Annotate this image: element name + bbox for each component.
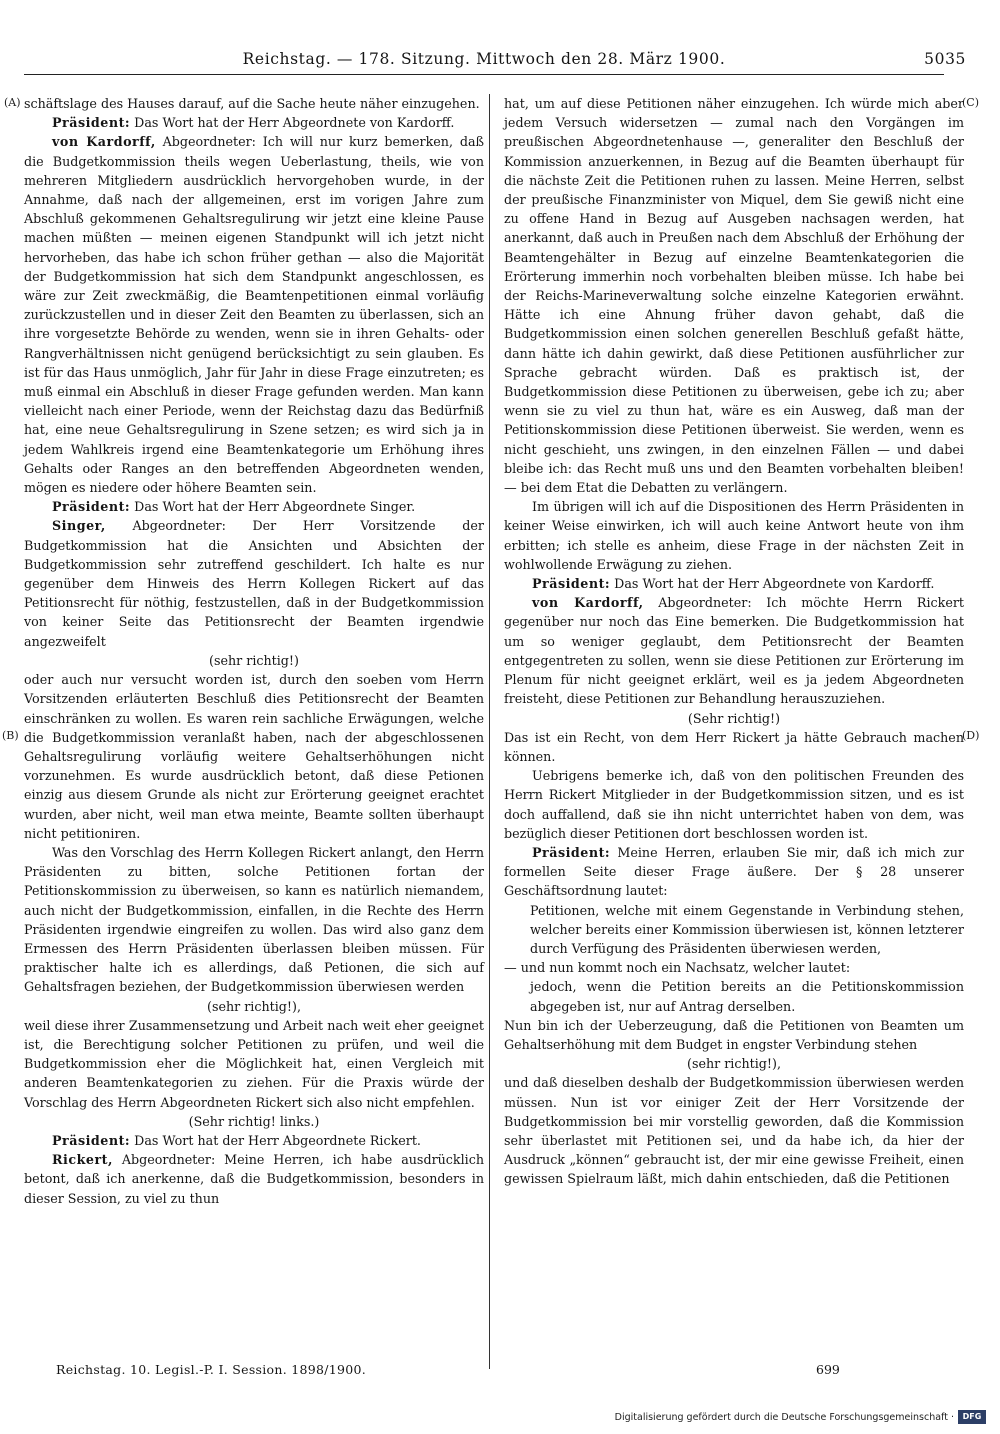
speaker-name: Präsident:: [52, 1132, 131, 1148]
speaker-name: Präsident:: [532, 844, 611, 860]
speaker-name: von Kardorff,: [52, 134, 156, 150]
interjection: (sehr richtig!): [209, 652, 299, 668]
footer-sheet-number: 699: [816, 1362, 840, 1377]
speech-paragraph: [24, 132, 484, 497]
speaker-name: Präsident:: [532, 576, 611, 592]
left-column: [24, 94, 484, 1208]
speaker-name: Rickert,: [52, 1152, 113, 1168]
paragraph: und daß dieselben deshalb der Budgetkommission überwiesen werden müssen. Nun ist vor einiger Zeit der Herr Vorsitzende der Budgetkommission bei mir vorstellig geworden, daß die Kommission sehr überlastet mit Petitionen sei, und da habe ich, da hier der Ausdruck „können“ gebraucht ist, der mir eine gewisse Freiheit, einen gewissen Spielraum läßt, mich dahin entschieden, daß die Petitionen: [504, 1075, 964, 1187]
right-column: [504, 94, 964, 1189]
speech-text: Meine Herren, erlauben Sie mir, daß ich mich zur formellen Seite dieser Frage äußere. Der § 28 unserer Geschäftsordnung lautet:: [504, 844, 964, 899]
speaker-name: Präsident:: [52, 499, 131, 515]
paragraph: schäftslage des Hauses darauf, auf die Sache heute näher einzugehen.: [24, 96, 480, 111]
paragraph: Nun bin ich der Ueberzeugung, daß die Petitionen von Beamten um Gehaltserhöhung mit dem Budget in engster Verbindung stehen: [504, 1017, 964, 1052]
speech-paragraph: [24, 1131, 484, 1150]
paragraph: weil diese ihrer Zusammensetzung und Arbeit nach weit eher geeignet ist, die Berechtigung solcher Petitionen zu prüfen, und weil die Budgetkommission eher die Möglichkeit hat, einen Vergleich mit anderen Beamtenkategorien zu ziehen. Für die Praxis würde der Vorschlag des Herrn Abgeordneten Rickert sich also nicht empfehlen.: [24, 1017, 484, 1110]
paragraph: oder auch nur versucht worden ist, durch den soeben vom Herrn Vorsitzenden erläuterten Beschluß dies Petitionsrecht der Beamten einschränken zu wollen. Es waren rein sachliche Erwägungen, welche die Budgetkommission veranlaßt haben, nach der abgeschlossenen Gehaltsregulirung vorläufig weitere Gehaltserhöhungen nicht vorzunehmen. Es wurde ausdrücklich betont, daß diese Petionen einzig aus diesem Grunde als nicht zur Erörterung geeignet erachtet wurden, aber nicht, weil man etwa meinte, Beamte sollten überhaupt nicht petitioniren.: [24, 672, 484, 841]
paragraph: Im übrigen will ich auf die Dispositionen des Herrn Präsidenten in keiner Weise einwirken, ich will auch keine Antwort heute von ihm erbitten; ich stelle es anheim, diese Frage in der nächsten Zeit in wohlwollende Erwägung zu ziehen.: [504, 499, 964, 572]
page-number: 5035: [924, 50, 966, 68]
speech-text: Abgeordneter: Meine Herren, ich habe ausdrücklich betont, daß ich anerkenne, daß die Budgetkommission, besonders in dieser Session, zu viel zu thun: [24, 1152, 484, 1206]
speech-paragraph: [504, 593, 964, 708]
speaker-name: von Kardorff,: [532, 595, 644, 611]
speech-text: Das Wort hat der Herr Abgeordnete Rickert.: [134, 1132, 421, 1148]
interjection: (Sehr richtig! links.): [188, 1113, 320, 1129]
running-head: Reichstag. — 178. Sitzung. Mittwoch den 28. März 1900.: [242, 50, 726, 68]
interjection: (sehr richtig!),: [687, 1056, 781, 1072]
speech-paragraph: [24, 497, 484, 516]
paragraph: Was den Vorschlag des Herrn Kollegen Rickert anlangt, den Herrn Präsidenten zu bitten, solche Petitionen fortan der Petitionskommission zu überweisen, so kann es natürlich niemandem, auch nicht der Budgetkommission, einfallen, in die Rechte des Herrn Präsidenten irgendwie eingreifen zu wollen. Das wird also ganz dem Ermessen des Herrn Präsidenten überlassen bleiben müssen. Für praktischer halte ich es allerdings, daß Petionen, die sich auf Gehaltsfragen beziehen, der Budgetkommission überwiesen werden: [24, 844, 484, 995]
speech-text: Abgeordneter: Der Herr Vorsitzende der Budgetkommission hat die Ansichten und Absichten der Budgetkommission sehr zutreffend geschildert. Ich halte es nur gegenüber dem Hinweis des Herrn Kollegen Rickert auf das Petitionsrecht für nöthig, festzustellen, daß in der Budgetkommission von keiner Seite das Petitionsrecht der Beamten irgendwie angezweifelt: [24, 518, 484, 649]
quoted-rule: Petitionen, welche mit einem Gegenstande in Verbindung stehen, welcher bereits einer Kommission überwiesen ist, können letzterer durch Verfügung des Präsidenten überwiesen werden,: [530, 902, 964, 956]
paragraph: — und nun kommt noch ein Nachsatz, welcher lautet:: [504, 960, 851, 976]
paragraph: hat, um auf diese Petitionen näher einzugehen. Ich würde mich aber jedem Versuch widersetzen — zumal nach den Vorgängen im preußischen Abgeordnetenhause —, generaliter den Beschluß der Kommission anzuerkennen, in Bezug auf die Beamten überhaupt für die nächste Zeit die Petitionen ruhen zu lassen. Meine Herren, selbst der preußische Finanzminister von Miquel, dem Sie gewiß nicht eine zu offene Hand in Bezug auf Ausgeben nachsagen werden, hat anerkannt, daß auch in Preußen nach dem Abschluß der Erhöhung der Beamtengehälter in Bezug auf einzelne Beamtenkategorien die Erörterung immerhin noch vorbehalten bleiben müsse. Ich habe bei der Reichs-Marineverwaltung solche einzelne Kategorien erwähnt. Hätte ich eine Ahnung früher davon gehabt, daß die Budgetkommission einen solchen generellen Beschluß gefaßt hätte, dann hätte ich dahin gewirkt, daß diese Petitionen ausführlicher zur Sprache gebracht würden. Daß es praktisch ist, der Budgetkommission diese Petitionen zu überweisen, gebe ich zu; aber wenn sie zu viel zu thun hat, wäre es ein Ausweg, daß man der Petitionskommission diese Petitionen überweist. Sie werden, wenn es nicht geschieht, uns zwingen, in den einzelnen Fällen — und dabei bleibe ich: das Recht muß uns und den Beamten vorbehalten bleiben! — bei dem Etat die Debatten zu verlängern.: [504, 96, 964, 496]
speech-text: Abgeordneter: Ich möchte Herrn Rickert gegenüber nur noch das Eine bemerken. Die Budgetkommission hat um so weniger geglaubt, dem Petitionsrecht der Beamten entgegentreten zu sollen, wenn sie diese Petitionen zur Erörterung im Plenum für nicht geeignet erklärt, weil es ja jedem Abgeordneten freisteht, diese Petitionen zur Behandlung herauszuziehen.: [504, 595, 964, 707]
speech-paragraph: [24, 1150, 484, 1208]
page-header: [24, 48, 966, 75]
margin-letter-b: (B): [2, 729, 19, 742]
interjection: (sehr richtig!),: [207, 998, 301, 1014]
speech-text: Das Wort hat der Herr Abgeordnete von Kardorff.: [134, 115, 455, 131]
speech-paragraph: [504, 843, 964, 901]
speech-text: Abgeordneter: Ich will nur kurz bemerken, daß die Budgetkommission theils wegen Ueberlastung, theils, wie von mehreren Mitgliedern ausdrücklich hervorgehoben wurde, in der Annahme, daß nach der allgemeinen, erst im vorigen Jahre zum Abschluß gekommenen Gehaltsregulirung wir jetzt eine kleine Pause machen müßten — meinen eigenen Standpunkt will ich jetzt nicht hervorheben, das habe ich schon früher gethan — also die Majorität der Budgetkommission hat sich dem Standpunkt angeschlossen, es wäre zur Zeit zweckmäßig, die Beamtenpetitionen einmal vorläufig zurückzustellen und in dieser Zeit den Beamten zu überlassen, sich an ihre vorgesetzte Behörde zu wenden, wenn sie in ihren Gehalts- oder Rangverhältnissen nicht genügend berücksichtigt zu sein glauben. Es ist für das Haus unmöglich, Jahr für Jahr in diese Frage einzutreten; es muß einmal ein Abschluß in dieser Frage gefunden werden. Man kann vielleicht nach einer Periode, wenn der Reichstag dazu das Bedürfniß hat, eine neue Gehaltsregulirung in Szene setzen; es wird sich ja in jedem Wahlkreis irgend eine Beamtenkategorie um Erhöhung ihres Gehalts oder Ranges an den betreffenden Abgeordneten wenden, mögen es niedere oder höhere Beamten sein.: [24, 134, 484, 496]
speech-text: Das Wort hat der Herr Abgeordnete Singer.: [134, 499, 416, 515]
interjection: (Sehr richtig!): [687, 710, 781, 726]
speech-paragraph: [504, 574, 964, 593]
dfg-logo: DFG: [958, 1410, 986, 1424]
column-divider: [489, 94, 490, 1369]
speech-paragraph: [24, 113, 484, 132]
digitization-credit: Digitalisierung gefördert durch die Deutsche Forschungsgemeinschaft ·: [614, 1412, 954, 1423]
speaker-name: Singer,: [52, 518, 106, 534]
speech-paragraph: [24, 516, 484, 650]
speech-text: Das Wort hat der Herr Abgeordnete von Kardorff.: [614, 576, 935, 592]
margin-letter-a: (A): [4, 96, 21, 109]
margin-letter-d: (D): [962, 729, 980, 742]
paragraph: Uebrigens bemerke ich, daß von den politischen Freunden des Herrn Rickert Mitglieder in der Budgetkommission sitzen, und es ist doch auffallend, daß sie ihn nicht unterrichtet haben von dem, was bezüglich dieser Petitionen dort beschlossen worden ist.: [504, 768, 964, 841]
footer-session-info: Reichstag. 10. Legisl.-P. I. Session. 1898/1900.: [56, 1362, 367, 1377]
margin-letter-c: (C): [962, 96, 979, 109]
paragraph: Das ist ein Recht, von dem Herr Rickert ja hätte Gebrauch machen können.: [504, 729, 964, 764]
speaker-name: Präsident:: [52, 115, 131, 131]
quoted-rule: jedoch, wenn die Petition bereits an die Petitionskommission abgegeben ist, nur auf Antrag derselben.: [530, 979, 964, 1014]
